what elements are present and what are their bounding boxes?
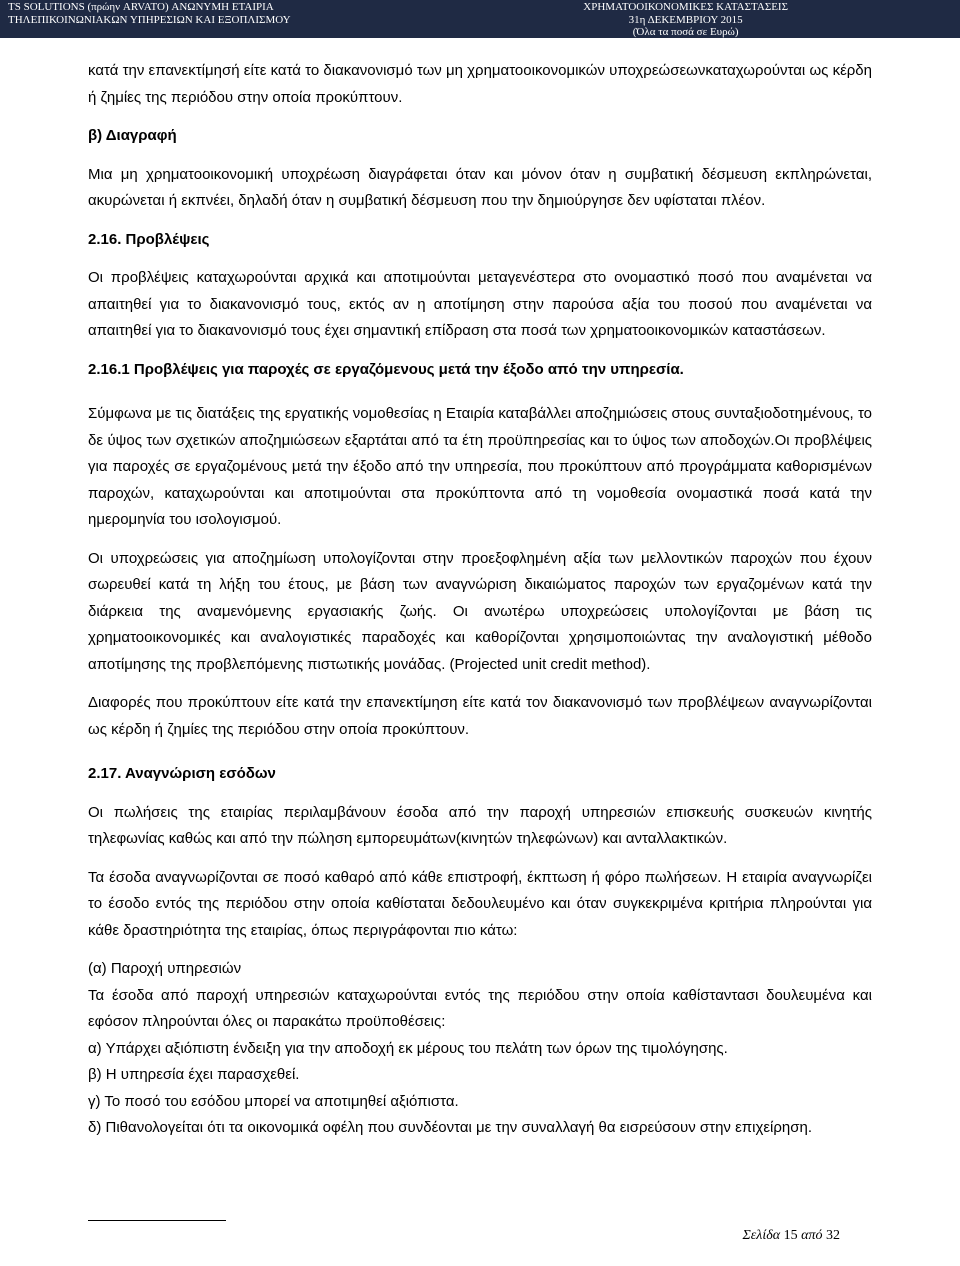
- item-services-title: (α) Παροχή υπηρεσιών: [88, 960, 242, 977]
- paragraph-compensation-obligations: Οι υποχρεώσεις για αποζημίωση υπολογίζονται στην προεξοφλημένη αξία των μελλοντικών παροχών που έχουν σωρευθεί κατά τη λήξη του έτους, με βάση των αναγνώριση δικαιώματος παροχών των εργαζομένων κατά την διάρκεια της αναμενόμενης εργασιακής ζωής. Οι ανωτέρω υποχρεώσεις υπολογίζονται με βάση τις χρηματοοικονομικές και αναλογιστικές παραδοχές και καθορίζονται χρησιμοποιώντας την αναλογιστική μέθοδο αποτίμησης της προβλεπόμενης πιστωτικής μονάδας. (Projected unit credit method).: [88, 549, 872, 673]
- document-body: [88, 58, 872, 1142]
- report-title-line1: ΧΡΗΜΑΤΟΟΙΚΟΝΟΜΙΚΕΣ ΚΑΤΑΣΤΑΣΕΙΣ: [583, 1, 788, 13]
- paragraph-provisions: Οι προβλέψεις καταχωρούνται αρχικά και αποτιμούνται μεταγενέστερα στο ονομαστικό ποσό που αναμένεται να απαιτηθεί για το διακανονισμό τους, εκτός αν η αποτίμηση στην παρούσα αξία του ποσού που αναμένεται να απαιτηθεί για το διακανονισμό τους έχει σημαντική επίδραση στα ποσά των χρηματοοικονομικών καταστάσεων.: [88, 269, 872, 339]
- page-number: [742, 1228, 840, 1244]
- currency-note: (Όλα τα ποσά σε Ευρώ): [632, 26, 739, 38]
- paragraph-sales: Οι πωλήσεις της εταιρίας περιλαμβάνουν έσοδα από την παροχή υπηρεσιών επισκευής συσκευών κινητής τηλεφωνίας καθώς και από την πώληση εμπορευμάτων(κινητών τηλεφώνων) και ανταλλακτικών.: [88, 803, 872, 847]
- page-label: Σελίδα: [742, 1228, 781, 1243]
- paragraph-derecognition: Μια μη χρηματοοικονομική υποχρέωση διαγράφεται όταν και μόνον όταν η συμβατική δέσμευση εκπληρώνεται, ακυρώνεται ή εκπνέει, δηλαδή όταν η συμβατική δέσμευση που την δημιούργησε δεν υφίσταται πλέον.: [88, 165, 872, 209]
- condition-d: δ) Πιθανολογείται ότι τα οικονομικά οφέλη που συνδέονται με την συναλλαγή θα εισρεύσουν στην επιχείρηση.: [88, 1119, 812, 1136]
- condition-b: β) Η υπηρεσία έχει παρασχεθεί.: [88, 1066, 300, 1083]
- heading-employee-benefits: 2.16.1 Προβλέψεις για παροχές σε εργαζόμενους μετά την έξοδο από την υπηρεσία.: [88, 360, 684, 378]
- company-name-line1: TS SOLUTIONS (πρώην ARVATO) ΑΝΩΝΥΜΗ ΕΤΑΙΡΙΑ: [8, 1, 274, 13]
- condition-a: α) Υπάρχει αξιόπιστη ένδειξη για την αποδοχή εκ μέρους του πελάτη των όρων της τιμολόγησης.: [88, 1039, 728, 1057]
- heading-revenue-recognition: 2.17. Αναγνώριση εσόδων: [88, 765, 276, 782]
- paragraph-employee-benefits: Σύμφωνα με τις διατάξεις της εργατικής νομοθεσίας η Εταιρία καταβάλλει αποζημιώσεις στους συνταξιοδοτημένους, το δε ύψος των σχετικών αποζημιώσεων εξαρτάται από τα έτη προϋπηρεσίας και το ύψος των αποδοχών.Οι προβλέψεις για παροχές σε εργαζομένους μετά την έξοδο από την υπηρεσία, που προκύπτουν από προγράμματα καθορισμένων παροχών, καταχωρούνται και αποτιμούνται στα προκύπτοντα από τη νομοθεσία ονομαστικά ποσά κατά την ημερομηνία του ισολογισμού.: [88, 405, 872, 528]
- report-title: [583, 1, 788, 39]
- report-date: 31η ΔΕΚΕΜΒΡΙΟΥ 2015: [628, 13, 743, 26]
- page-total: 32: [826, 1228, 840, 1243]
- paragraph-remeasurement-differences: Διαφορές που προκύπτουν είτε κατά την επανεκτίμηση είτε κατά τον διακανονισμό των προβλέψεων αναγνωρίζονται ως κέρδη ή ζημίες της περιόδου στην οποία προκύπτουν.: [88, 694, 872, 738]
- page-of-label: από: [801, 1228, 823, 1243]
- footer-divider: [88, 1220, 226, 1221]
- item-services-text: Τα έσοδα από παροχή υπηρεσιών καταχωρούνται εντός της περιόδου στην οποία καθίσταντασι δουλευμένα και εφόσον πληρούνται όλες οι παρακάτω προϋποθέσεις:: [88, 986, 872, 1030]
- page-current: 15: [783, 1228, 798, 1243]
- paragraph-remeasurement: κατά την επανεκτίμησή είτε κατά το διακανονισμό των μη χρηματοοικονομικών υποχρεώσεωνκαταχωρούνται ως κέρδη ή ζημίες της περιόδου στην οποία προκύπτουν.: [88, 62, 872, 106]
- paragraph-revenue-criteria: Τα έσοδα αναγνωρίζονται σε ποσό καθαρό από κάθε επιστροφή, έκπτωση ή φόρο πωλήσεων. Η εταιρία αναγνωρίζει το έσοδο εντός της περιόδου στην οποία καθίσταται δεδουλευμένο και όταν συγκεκριμένα κριτήρια πληρούνται για κάθε δραστηριότητα της εταιρίας, όπως περιγράφονται πιο κάτω:: [88, 868, 872, 939]
- heading-derecognition: β) Διαγραφή: [88, 127, 177, 144]
- heading-provisions: 2.16. Προβλέψεις: [88, 230, 210, 248]
- company-name: [8, 1, 291, 26]
- page-header: [0, 0, 960, 38]
- company-name-line2: ΤΗΛΕΠΙΚΟΙΝΩΝΙΑΚΩΝ ΥΠΗΡΕΣΙΩΝ ΚΑΙ ΕΞΟΠΛΙΣΜΟΥ: [8, 13, 291, 26]
- condition-c: γ) Το ποσό του εσόδου μπορεί να αποτιμηθεί αξιόπιστα.: [88, 1092, 459, 1110]
